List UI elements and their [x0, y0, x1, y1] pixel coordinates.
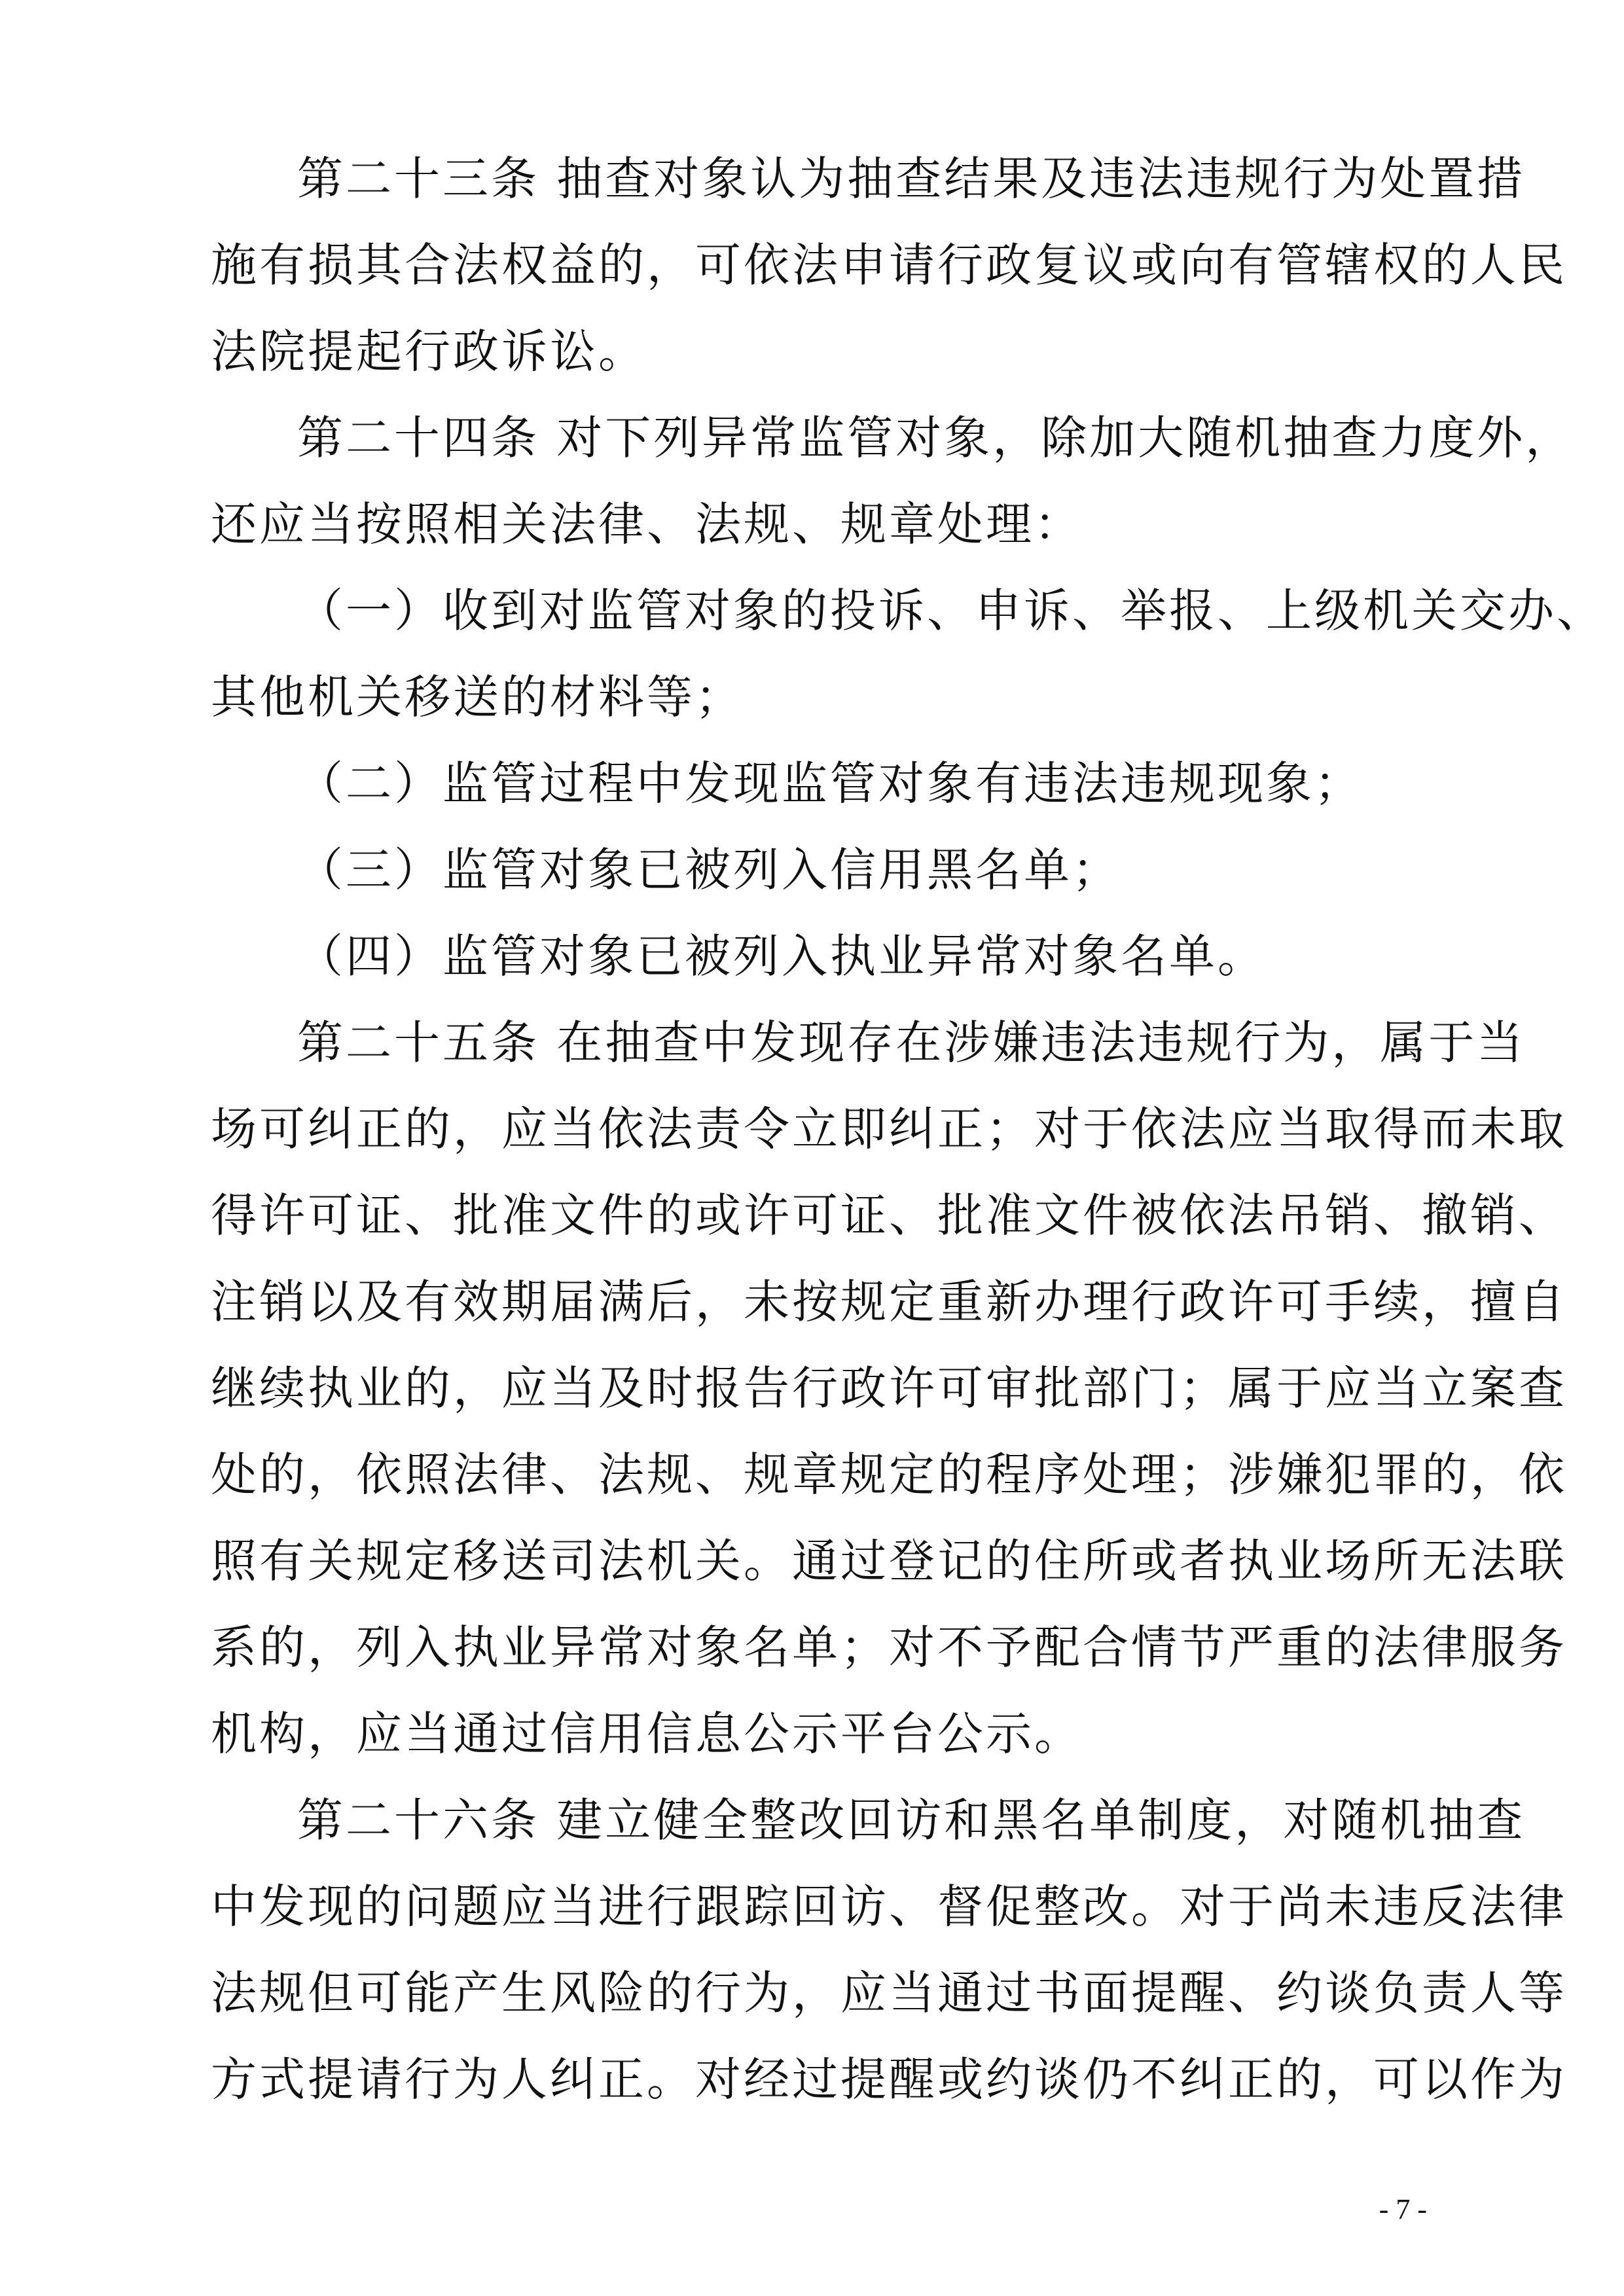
text-line: 法院提起行政诉讼。 [211, 325, 647, 378]
text-line: 机构，应当通过信用信息公示平台公示。 [211, 1707, 1083, 1761]
text-line: 其他机关移送的材料等； [211, 670, 744, 724]
text-line: 第二十四条 对下列异常监管对象，除加大随机抽查力度外， [297, 411, 1574, 465]
text-line: 第二十三条 抽查对象认为抽查结果及违法违规行为处置措 [297, 152, 1526, 206]
text-line: 注销以及有效期届满后，未按规定重新办理行政许可手续，擅自 [211, 1275, 1567, 1329]
text-line: 施有损其合法权益的，可依法申请行政复议或向有管辖权的人民 [211, 238, 1567, 292]
text-line: （三）监管对象已被列入信用黑名单； [297, 843, 1121, 897]
text-line: （二）监管过程中发现监管对象有违法违规现象； [297, 757, 1363, 810]
text-line: 系的，列入执业异常对象名单；对不予配合情节严重的法律服务 [211, 1621, 1567, 1674]
text-line: 方式提请行为人纠正。对经过提醒或约谈仍不纠正的，可以作为 [211, 2053, 1567, 2106]
text-line: （一）收到对监管对象的投诉、申诉、举报、上级机关交办、 [297, 584, 1605, 637]
text-line: 照有关规定移送司法机关。通过登记的住所或者执业场所无法联 [211, 1534, 1567, 1588]
text-line: （四）监管对象已被列入执业异常对象名单。 [297, 929, 1266, 983]
text-line: 处的，依照法律、法规、规章规定的程序处理；涉嫌犯罪的，依 [211, 1448, 1567, 1501]
text-line: 法规但可能产生风险的行为，应当通过书面提醒、约谈负责人等 [211, 1966, 1567, 2020]
text-line: 场可纠正的，应当依法责令立即纠正；对于依法应当取得而未取 [211, 1102, 1567, 1156]
text-line: 还应当按照相关法律、法规、规章处理： [211, 497, 1083, 551]
text-line: 第二十五条 在抽查中发现存在涉嫌违法违规行为，属于当 [297, 1016, 1526, 1069]
text-line: 第二十六条 建立健全整改回访和黑名单制度，对随机抽查 [297, 1793, 1526, 1847]
page-number: - 7 - [1379, 2193, 1427, 2225]
text-line: 继续执业的，应当及时报告行政许可审批部门；属于应当立案查 [211, 1361, 1567, 1415]
text-line: 中发现的问题应当进行跟踪回访、督促整改。对于尚未违反法律 [211, 1880, 1567, 1933]
text-line: 得许可证、批准文件的或许可证、批准文件被依法吊销、撤销、 [211, 1189, 1567, 1242]
